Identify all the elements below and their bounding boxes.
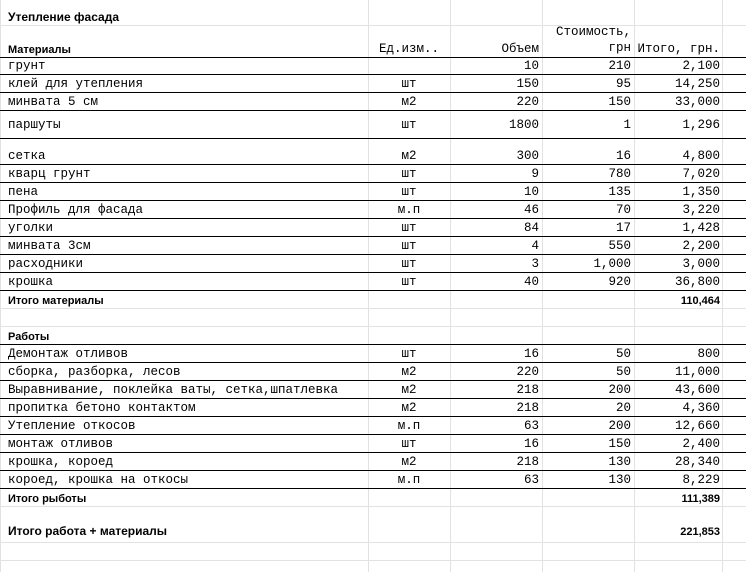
cell-unit: м2 — [401, 365, 417, 379]
cell-unit: м2 — [401, 383, 417, 397]
cell-total: 4,800 — [682, 149, 720, 163]
cell-qty: 218 — [516, 383, 539, 397]
cell-unit: м2 — [401, 95, 417, 109]
cell-qty: 220 — [516, 95, 539, 109]
cell-total: 3,220 — [682, 203, 720, 217]
cell-name: сборка, разборка, лесов — [8, 365, 181, 379]
cell-unit: шт — [401, 239, 417, 253]
cell-name: пена — [8, 185, 39, 199]
cell-price: 920 — [608, 275, 631, 289]
cell-unit: шт — [401, 167, 417, 181]
cell-name: паршуты — [8, 117, 61, 132]
cell-unit: м2 — [401, 455, 417, 469]
cell-qty: 218 — [516, 401, 539, 415]
works-title: Работы — [8, 331, 50, 343]
table-row[interactable] — [0, 435, 746, 453]
table-row[interactable] — [0, 183, 746, 201]
cell-price: 130 — [608, 473, 631, 487]
materials-total-label: Итого материалы — [8, 295, 104, 307]
header-unit: Ед.изм.. — [378, 42, 439, 56]
empty-row[interactable] — [0, 561, 746, 572]
table-row[interactable] — [0, 453, 746, 471]
cell-total: 7,020 — [682, 167, 720, 181]
cell-name: Выравнивание, поклейка ваты, сетка,шпатлевка — [8, 383, 339, 397]
cell-name: пропитка бетоно контактом — [8, 401, 196, 415]
cell-unit: шт — [401, 117, 417, 132]
header-price-line2: грн — [608, 41, 631, 55]
cell-price: 135 — [608, 185, 631, 199]
cell-name: Утепление откосов — [8, 419, 136, 433]
cell-price: 550 — [608, 239, 631, 253]
cell-unit: шт — [401, 437, 417, 451]
works-total-label: Итого рыботы — [8, 493, 87, 505]
cell-name: сетка — [8, 149, 46, 163]
table-row[interactable] — [0, 273, 746, 291]
cell-total: 33,000 — [674, 95, 720, 109]
header-material: Материалы — [8, 44, 71, 56]
cell-price: 17 — [615, 221, 631, 235]
cell-price: 50 — [615, 347, 631, 361]
table-row[interactable] — [0, 219, 746, 237]
table-row[interactable] — [0, 237, 746, 255]
header-total: Итого, грн. — [637, 42, 720, 56]
cell-name: крошка, короед — [8, 455, 114, 469]
empty-row[interactable] — [0, 543, 746, 561]
table-row[interactable] — [0, 165, 746, 183]
cell-total: 8,229 — [682, 473, 720, 487]
cell-total: 2,100 — [682, 59, 720, 73]
cell-price: 95 — [615, 77, 631, 91]
cell-unit: шт — [401, 185, 417, 199]
cell-total: 1,428 — [682, 221, 720, 235]
cell-price: 70 — [615, 203, 631, 217]
cell-qty: 16 — [523, 347, 539, 361]
cell-qty: 218 — [516, 455, 539, 469]
cell-qty: 3 — [531, 257, 539, 271]
table-row[interactable] — [0, 111, 746, 139]
table-row[interactable] — [0, 471, 746, 489]
cell-name: кварц грунт — [8, 167, 91, 181]
cell-qty: 84 — [523, 221, 539, 235]
cell-name: минвата 5 см — [8, 95, 99, 109]
cell-price: 50 — [615, 365, 631, 379]
cell-name: клей для утепления — [8, 77, 144, 91]
table-row[interactable] — [0, 381, 746, 399]
cell-qty: 1800 — [508, 117, 539, 132]
cell-name: грунт — [8, 59, 46, 73]
cell-total: 2,200 — [682, 239, 720, 253]
table-row[interactable] — [0, 75, 746, 93]
cell-price: 150 — [608, 95, 631, 109]
cell-price: 130 — [608, 455, 631, 469]
cell-total: 12,660 — [674, 419, 720, 433]
cell-unit: шт — [401, 221, 417, 235]
cell-qty: 10 — [523, 59, 539, 73]
cell-price: 200 — [608, 383, 631, 397]
cell-total: 2,400 — [682, 437, 720, 451]
cell-unit: м.п — [397, 203, 421, 217]
cell-unit: м2 — [401, 149, 417, 163]
cell-total: 28,340 — [674, 455, 720, 469]
cell-price: 150 — [608, 437, 631, 451]
sheet-title: Утепление фасада — [8, 10, 119, 24]
cell-qty: 9 — [531, 167, 539, 181]
empty-row[interactable] — [0, 309, 746, 327]
works-total-value: 111,389 — [681, 493, 720, 505]
cell-total: 43,600 — [674, 383, 720, 397]
works-title-row[interactable] — [0, 327, 746, 345]
cell-price: 200 — [608, 419, 631, 433]
materials-total-value: 110,464 — [680, 295, 720, 307]
materials-total-row[interactable] — [0, 291, 746, 309]
cell-qty: 46 — [523, 203, 539, 217]
cell-qty: 16 — [523, 437, 539, 451]
table-row[interactable] — [0, 345, 746, 363]
cell-unit: м.п — [397, 419, 421, 433]
cell-qty: 4 — [531, 239, 539, 253]
cell-total: 4,360 — [682, 401, 720, 415]
cell-total: 11,000 — [674, 365, 720, 379]
cell-unit: шт — [401, 257, 417, 271]
cell-qty: 63 — [523, 419, 539, 433]
header-price-line1: Стоимость, — [555, 25, 631, 39]
header-qty: Объем — [501, 42, 539, 56]
cell-total: 1,296 — [682, 117, 720, 132]
header-row[interactable] — [0, 26, 746, 58]
table-row[interactable] — [0, 93, 746, 111]
cell-price: 1,000 — [593, 257, 631, 271]
cell-unit: шт — [401, 275, 417, 289]
cell-price: 780 — [608, 167, 631, 181]
cell-qty: 40 — [523, 275, 539, 289]
cell-name: крошка — [8, 275, 54, 289]
cell-name: Демонтаж отливов — [8, 347, 129, 361]
cell-qty: 63 — [523, 473, 539, 487]
header-price — [542, 26, 634, 57]
cell-unit: шт — [401, 77, 417, 91]
table-row[interactable] — [0, 58, 746, 75]
table-row[interactable] — [0, 139, 746, 165]
table-row[interactable] — [0, 363, 746, 381]
cell-name: монтаж отливов — [8, 437, 114, 451]
cell-name: минвата 3см — [8, 239, 91, 253]
cell-total: 36,800 — [674, 275, 720, 289]
cell-unit: шт — [401, 347, 417, 361]
cell-price: 20 — [615, 401, 631, 415]
cell-total: 1,350 — [682, 185, 720, 199]
cell-total: 14,250 — [674, 77, 720, 91]
cell-total: 800 — [697, 347, 720, 361]
grand-total-row[interactable] — [0, 507, 746, 543]
table-row[interactable] — [0, 399, 746, 417]
cell-unit: м.п — [397, 473, 421, 487]
title-row[interactable] — [0, 0, 746, 26]
cell-qty: 10 — [523, 185, 539, 199]
table-row[interactable] — [0, 255, 746, 273]
table-row[interactable] — [0, 417, 746, 435]
cell-qty: 300 — [516, 149, 539, 163]
cell-qty: 150 — [516, 77, 539, 91]
cell-price: 16 — [615, 149, 631, 163]
cell-unit — [368, 58, 450, 74]
cell-total: 3,000 — [682, 257, 720, 271]
cell-price: 1 — [623, 117, 631, 132]
grand-total-label: Итого работа + материалы — [8, 524, 168, 538]
cell-name: уголки — [8, 221, 54, 235]
cell-name: расходники — [8, 257, 84, 271]
grand-total-value: 221,853 — [680, 526, 720, 538]
cell-name: короед, крошка на откосы — [8, 473, 189, 487]
cell-qty: 220 — [516, 365, 539, 379]
table-row[interactable] — [0, 201, 746, 219]
cell-price: 210 — [608, 59, 631, 73]
works-total-row[interactable] — [0, 489, 746, 507]
cell-name: Профиль для фасада — [8, 203, 144, 217]
cell-unit: м2 — [401, 401, 417, 415]
